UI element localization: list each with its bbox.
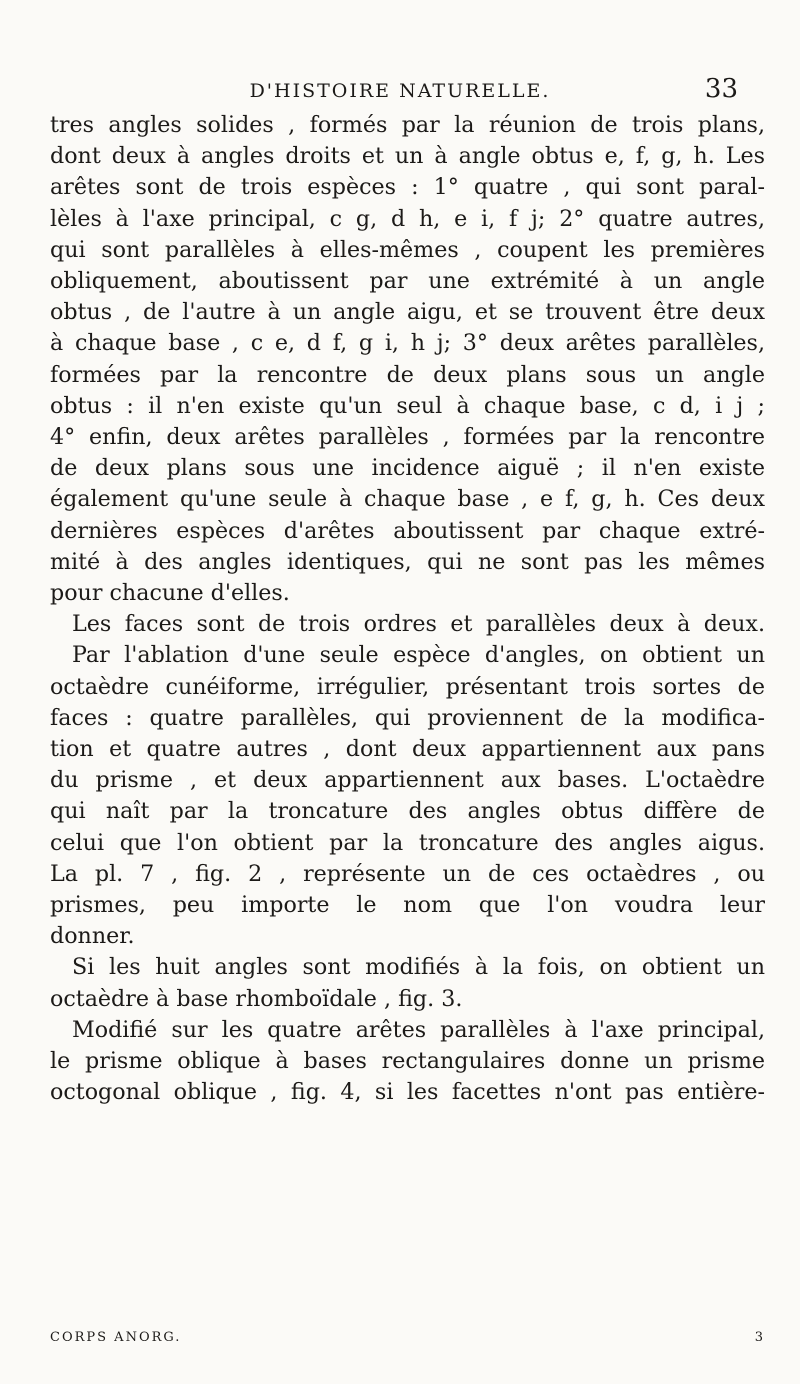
page-footer: [50, 1330, 765, 1354]
text-line: le prisme oblique à bases rectangulaires donne un prisme: [50, 1048, 765, 1075]
text-line: octogonal oblique , fig. 4, si les facettes n'ont pas entière-: [50, 1079, 765, 1106]
text-line: de deux plans sous une incidence aiguë ; il n'en existe: [50, 455, 765, 482]
text-line: mité à des angles identiques, qui ne sont pas les mêmes: [50, 548, 765, 575]
text-line: Si les huit angles sont modifiés à la fois, on obtient un: [72, 954, 765, 981]
text-line: Par l'ablation d'une seule espèce d'angles, on obtient un: [72, 642, 765, 669]
text-line: donner.: [50, 923, 135, 950]
running-title: D'HISTOIRE NATURELLE.: [249, 80, 551, 102]
text-line: lèles à l'axe principal, c g, d h, e i, f j; 2° quatre autres,: [50, 205, 765, 232]
text-line: à chaque base , c e, d f, g i, h j; 3° deux arêtes parallèles,: [50, 330, 765, 357]
text-line: tres angles solides , formés par la réunion de trois plans,: [50, 112, 765, 138]
text-line: octaèdre cunéiforme, irrégulier, présentant trois sortes de: [50, 673, 765, 700]
text-line: également qu'une seule à chaque base , e f, g, h. Ces deux: [50, 486, 765, 513]
printer-signature: CORPS ANORG.: [50, 1330, 182, 1345]
text-line: arêtes sont de trois espèces : 1° quatre , qui sont paral-: [50, 174, 765, 201]
text-line: faces : quatre parallèles, qui proviennent de la modifica-: [50, 704, 765, 731]
text-line: obliquement, aboutissent par une extrémité à un angle: [50, 268, 765, 295]
text-line: formées par la rencontre de deux plans sous un angle: [50, 361, 765, 388]
text-line: prismes, peu importe le nom que l'on voudra leur: [50, 892, 765, 919]
text-line: pour chacune d'elles.: [50, 580, 290, 607]
text-line: qui naît par la troncature des angles obtus diffère de: [50, 798, 765, 825]
text-line: octaèdre à base rhomboïdale , fig. 3.: [50, 985, 463, 1012]
text-line: celui que l'on obtient par la troncature des angles aigus.: [50, 829, 765, 856]
text-line: obtus : il n'en existe qu'un seul à chaque base, c d, i j ;: [50, 392, 765, 419]
body-text: [50, 110, 765, 1109]
text-line: Modifié sur les quatre arêtes parallèles à l'axe principal,: [72, 1016, 765, 1043]
text-line: du prisme , et deux appartiennent aux bases. L'octaèdre: [50, 767, 765, 794]
text-line: dont deux à angles droits et un à angle obtus e, f, g, h. Les: [50, 143, 765, 170]
signature-number: 3: [754, 1330, 765, 1345]
text-line: La pl. 7 , fig. 2 , représente un de ces octaèdres , ou: [50, 860, 765, 887]
text-line: obtus , de l'autre à un angle aigu, et se trouvent être deux: [50, 299, 765, 326]
text-line: tion et quatre autres , dont deux appartiennent aux pans: [50, 736, 765, 763]
page-header: [60, 74, 740, 110]
text-line: 4° enfin, deux arêtes parallèles , formées par la rencontre: [50, 424, 765, 451]
text-line: qui sont parallèles à elles-mêmes , coupent les premières: [50, 236, 765, 263]
text-line: Les faces sont de trois ordres et parallèles deux à deux.: [72, 611, 765, 638]
text-line: dernières espèces d'arêtes aboutissent par chaque extré-: [50, 517, 765, 544]
page-number: 33: [704, 74, 738, 104]
